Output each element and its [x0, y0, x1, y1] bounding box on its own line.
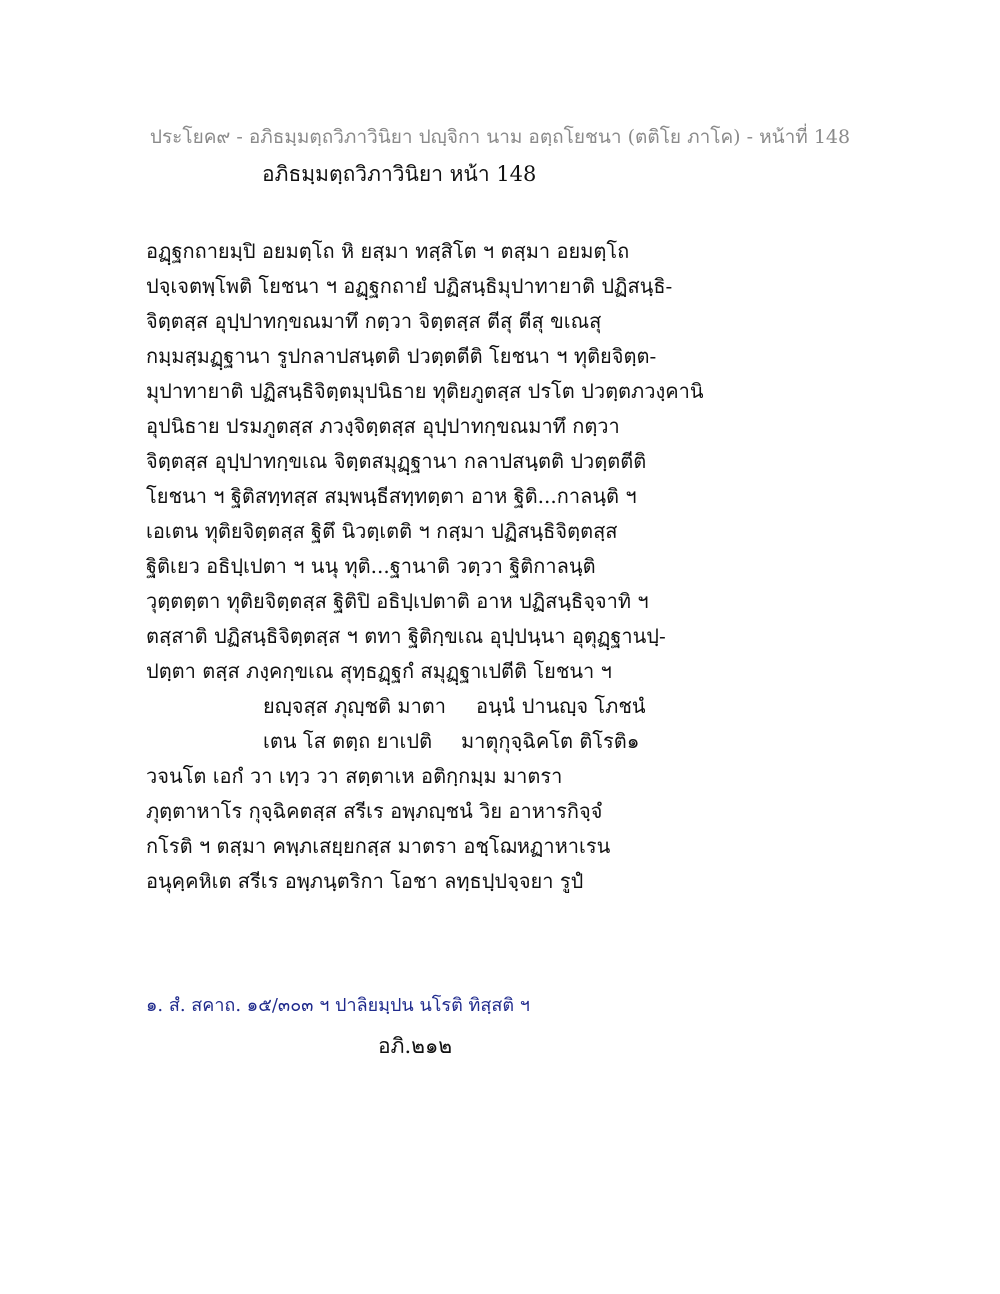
- body-line: จิตฺตสฺส อุปฺปาทกฺขเณ จิตฺตสมุฏฺฐานา กลาปสนฺตติ ปวตฺตตีติ: [146, 449, 647, 473]
- body-line: มุปาทายาติ ปฏิสนฺธิจิตฺตมุปนิธาย ทุติยภูตสฺส ปรโต ปวตฺตภวงฺคานิ: [146, 379, 704, 403]
- body-line: เอเตน ทุติยจิตฺตสฺส ฐิตึ นิวตฺเตติ ฯ กสฺมา ปฏิสนฺธิจิตฺตสฺส: [146, 519, 618, 543]
- verse-line: [146, 689, 866, 724]
- footnote: ๑. สํ. สคาถ. ๑๕/๓๐๓ ฯ ปาลิยมฺปน นโรติ ทิสฺสติ ฯ: [146, 995, 530, 1016]
- page-code: อภิ.๒๑๒: [378, 1034, 453, 1058]
- verse-pada-b: อนฺนํ ปานญฺจ โภชนํ: [476, 694, 646, 718]
- verse-pada-b: มาตุกุจฺฉิคโต ติโรติ๑: [461, 729, 640, 753]
- body-line: ภุตฺตาหาโร กุจฺฉิคตสฺส สรีเร อพฺภญฺชนํ วิย อาหารกิจฺจํ: [146, 799, 603, 823]
- verse-pada-a: เตน โส ตตฺถ ยาเปติ: [263, 729, 433, 753]
- body-line: จิตฺตสฺส อุปฺปาทกฺขณมาทึ กตฺวา จิตฺตสฺส ตีสุ ตีสุ ขเณสุ: [146, 309, 602, 333]
- body-line: กโรติ ฯ ตสฺมา คพฺภเสยฺยกสฺส มาตรา อชฺโฌหฏาหาเรน: [146, 834, 611, 858]
- body-line: วุตฺตตฺตา ทุติยจิตฺตสฺส ฐิติปิ อธิปฺเปตาติ อาห ปฏิสนฺธิจฺจาทิ ฯ: [146, 589, 649, 613]
- page-title: อภิธมฺมตฺถวิภาวินิยา หน้า 148: [262, 162, 537, 186]
- body-line: ตสฺสาติ ปฏิสนฺธิจิตฺตสฺส ฯ ตทา ฐิติกฺขเณ อุปฺปนฺนา อุตุฏฺฐานปฺ-: [146, 624, 666, 648]
- body-line: โยชนา ฯ ฐิติสทฺทสฺส สมฺพนฺธีสทฺทตฺตา อาห ฐิติ...กาลนฺติ ฯ: [146, 484, 637, 508]
- body-line: กมฺมสฺมฏฺฐานา รูปกลาปสนฺตติ ปวตฺตตีติ โยชนา ฯ ทุติยจิตฺต-: [146, 344, 657, 368]
- body-line: อนุคฺคหิเต สรีเร อพฺภนฺตริกา โอชา ลทฺธปฺปจฺจยา รูปํ: [146, 869, 584, 893]
- body-line: ปจฺเจตพฺโพติ โยชนา ฯ อฏฺฐกถายํ ปฏิสนฺธิมุปาทายาติ ปฏิสนฺธิ-: [146, 274, 673, 298]
- body-line: วจนโต เอกํ วา เทฺว วา สตฺตาเห อติกฺกมฺม มาตรา: [146, 764, 563, 788]
- body-line: อุปนิธาย ปรมภูตสฺส ภวงฺจิตฺตสฺส อุปฺปาทกฺขณมาทึ กตฺวา: [146, 414, 620, 438]
- body-line: ฐิติเยว อธิปฺเปตา ฯ นนุ ทุติ...ฐานาติ วตฺวา ฐิติกาลนฺติ: [146, 554, 596, 578]
- verse-pada-a: ยญฺจสฺส ภุญฺชติ มาตา: [263, 694, 447, 718]
- body-line: ปตฺตา ตสฺส ภงฺคกฺขเณ สุทฺธฏฺฐกํ สมุฏฺฐาเปตีติ โยชนา ฯ: [146, 659, 612, 683]
- running-header: ประโยค๙ - อภิธมฺมตฺถวิภาวินิยา ปญฺจิกา นาม อตฺถโยชนา (ตติโย ภาโค) - หน้าที่ 148: [149, 126, 851, 148]
- body-text: [146, 234, 866, 899]
- verse-line: [146, 724, 866, 759]
- body-line: อฏฺฐกถายมฺปิ อยมตฺโถ หิ ยสฺมา ทสฺสิโต ฯ ตสฺมา อยมตฺโถ: [146, 239, 630, 263]
